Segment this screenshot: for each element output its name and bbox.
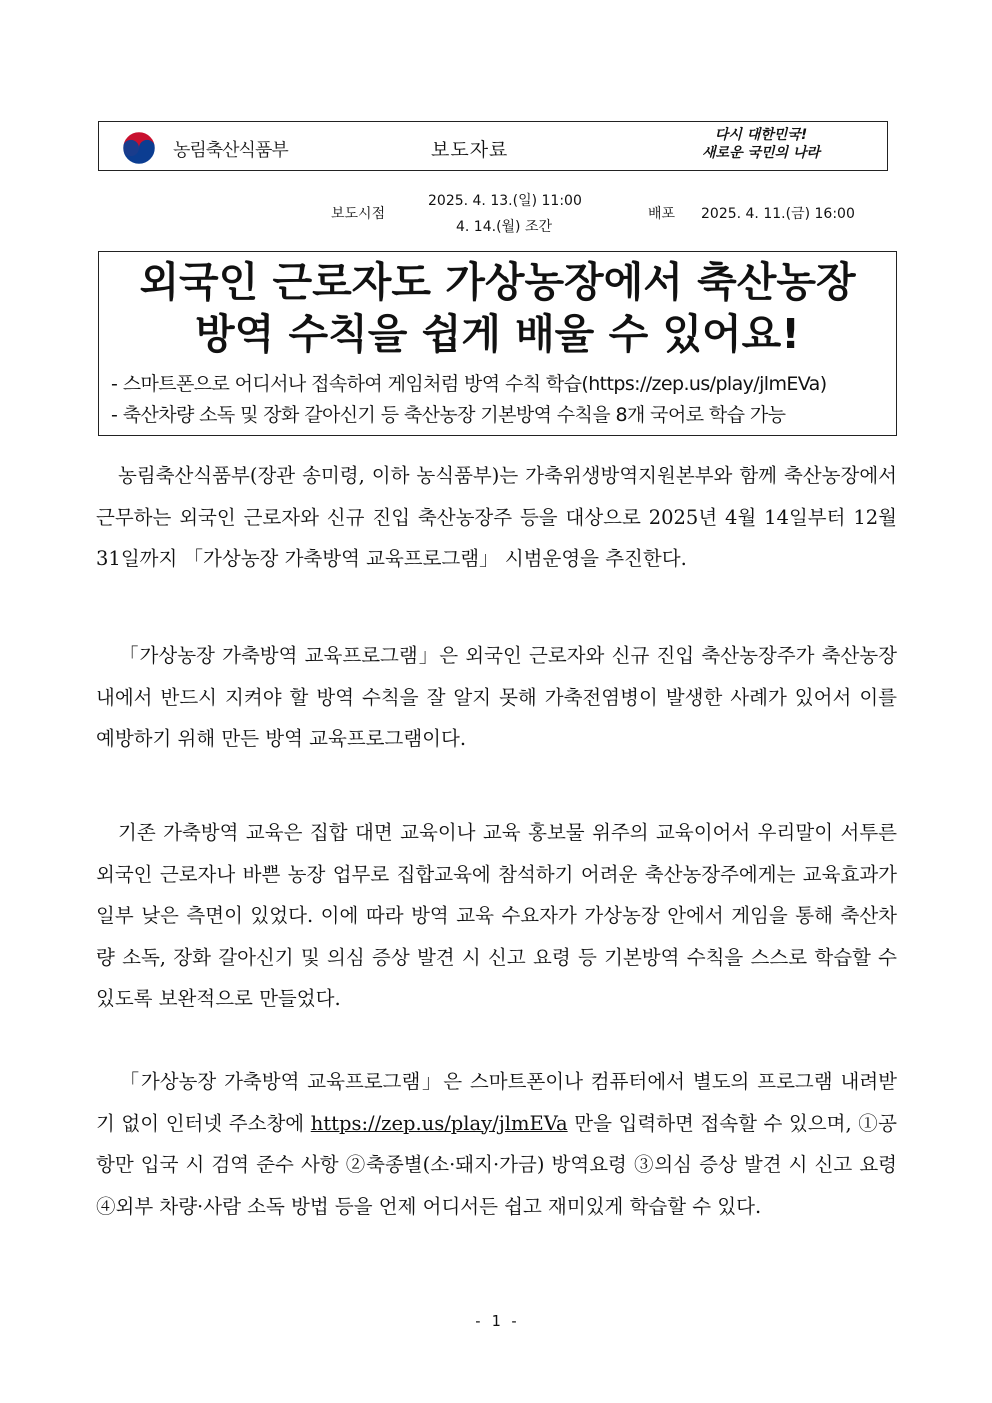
body-paragraph-1-text: 농림축산식품부(장관 송미령, 이하 농식품부)는 가축위생방역지원본부와 함께 축산농장에서 근무하는 외국인 근로자와 신규 진입 축산농장주 등을 대상으로 2025년 4월 14일부터 12월 31일까지 「가상농장 가축방역 교육프로그램」 시범운영을 추진한다. — [96, 464, 897, 570]
body-paragraph-1 — [96, 455, 897, 580]
program-url-link[interactable]: https://zep.us/play/jlmEVa — [310, 1111, 568, 1135]
release-time-label: 보도시점 — [331, 206, 386, 222]
press-header — [98, 121, 888, 171]
body-paragraph-4-text-b: 만을 입력하면 접속할 수 있으며, ①공항만 입국 시 검역 준수 사항 ②축종별(소·돼지·가금) 방역요령 ③의심 증상 발견 시 신고 요령 ④외부 차량·사람 소독 방법 등을 언제 어디서든 쉽고 재미있게 학습할 수 있다. — [96, 1111, 897, 1218]
body-paragraph-4 — [96, 1061, 897, 1227]
body-paragraph-3 — [96, 812, 897, 1020]
release-time-line2: 4. 14.(월) 조간 — [456, 219, 553, 235]
distribution-time: 2025. 4. 11.(금) 16:00 — [701, 206, 855, 222]
government-logo-icon — [119, 130, 159, 166]
org-name: 농림축산식품부 — [173, 140, 288, 161]
headline-box — [98, 251, 897, 436]
headline-title-line2: 방역 수칙을 쉽게 배울 수 있어요! — [195, 310, 800, 358]
release-type-label: 보도자료 — [431, 139, 509, 161]
headline-subtitle-2: - 축산차량 소독 및 장화 갈아신기 등 축산농장 기본방역 수칙을 8개 국어로 학습 가능 — [111, 404, 786, 426]
distribution-label: 배포 — [648, 206, 676, 222]
headline-subtitle-1: - 스마트폰으로 어디서나 접속하여 게임처럼 방역 수칙 학습(https://zep.us/play/jlmEVa) — [111, 373, 827, 395]
body-paragraph-4-text-a: 「가상농장 가축방역 교육프로그램」은 스마트폰이나 컴퓨터에서 별도의 프로그램 내려받기 없이 인터넷 주소창에 — [96, 1070, 897, 1135]
slogan-line1: 다시 대한민국! — [714, 127, 808, 143]
page-number: - 1 - — [473, 1312, 519, 1330]
body-paragraph-2-text: 「가상농장 가축방역 교육프로그램」은 외국인 근로자와 신규 진입 축산농장주가 축산농장 내에서 반드시 지켜야 할 방역 수칙을 잘 알지 못해 가축전염병이 발생한 사례가 있어서 이를 예방하기 위해 만든 방역 교육프로그램이다. — [96, 644, 897, 750]
release-time-line1: 2025. 4. 13.(일) 11:00 — [428, 193, 582, 209]
body-paragraph-3-text: 기존 가축방역 교육은 집합 대면 교육이나 교육 홍보물 위주의 교육이어서 우리말이 서투른 외국인 근로자나 바쁜 농장 업무로 집합교육에 참석하기 어려운 축산농장주에게는 교육효과가 일부 낮은 측면이 있었다. 이에 따라 방역 교육 수요자가 가상농장 안에서 게임을 통해 축산차량 소독, 장화 갈아신기 및 의심 증상 발견 시 신고 요령 등 기본방역 수칙을 스스로 학습할 수 있도록 보완적으로 만들었다. — [96, 821, 897, 1010]
slogan — [671, 126, 851, 162]
headline-title-line1: 외국인 근로자도 가상농장에서 축산농장 — [139, 258, 856, 306]
body-paragraph-2 — [96, 635, 897, 760]
slogan-line2: 새로운 국민의 나라 — [702, 145, 820, 161]
